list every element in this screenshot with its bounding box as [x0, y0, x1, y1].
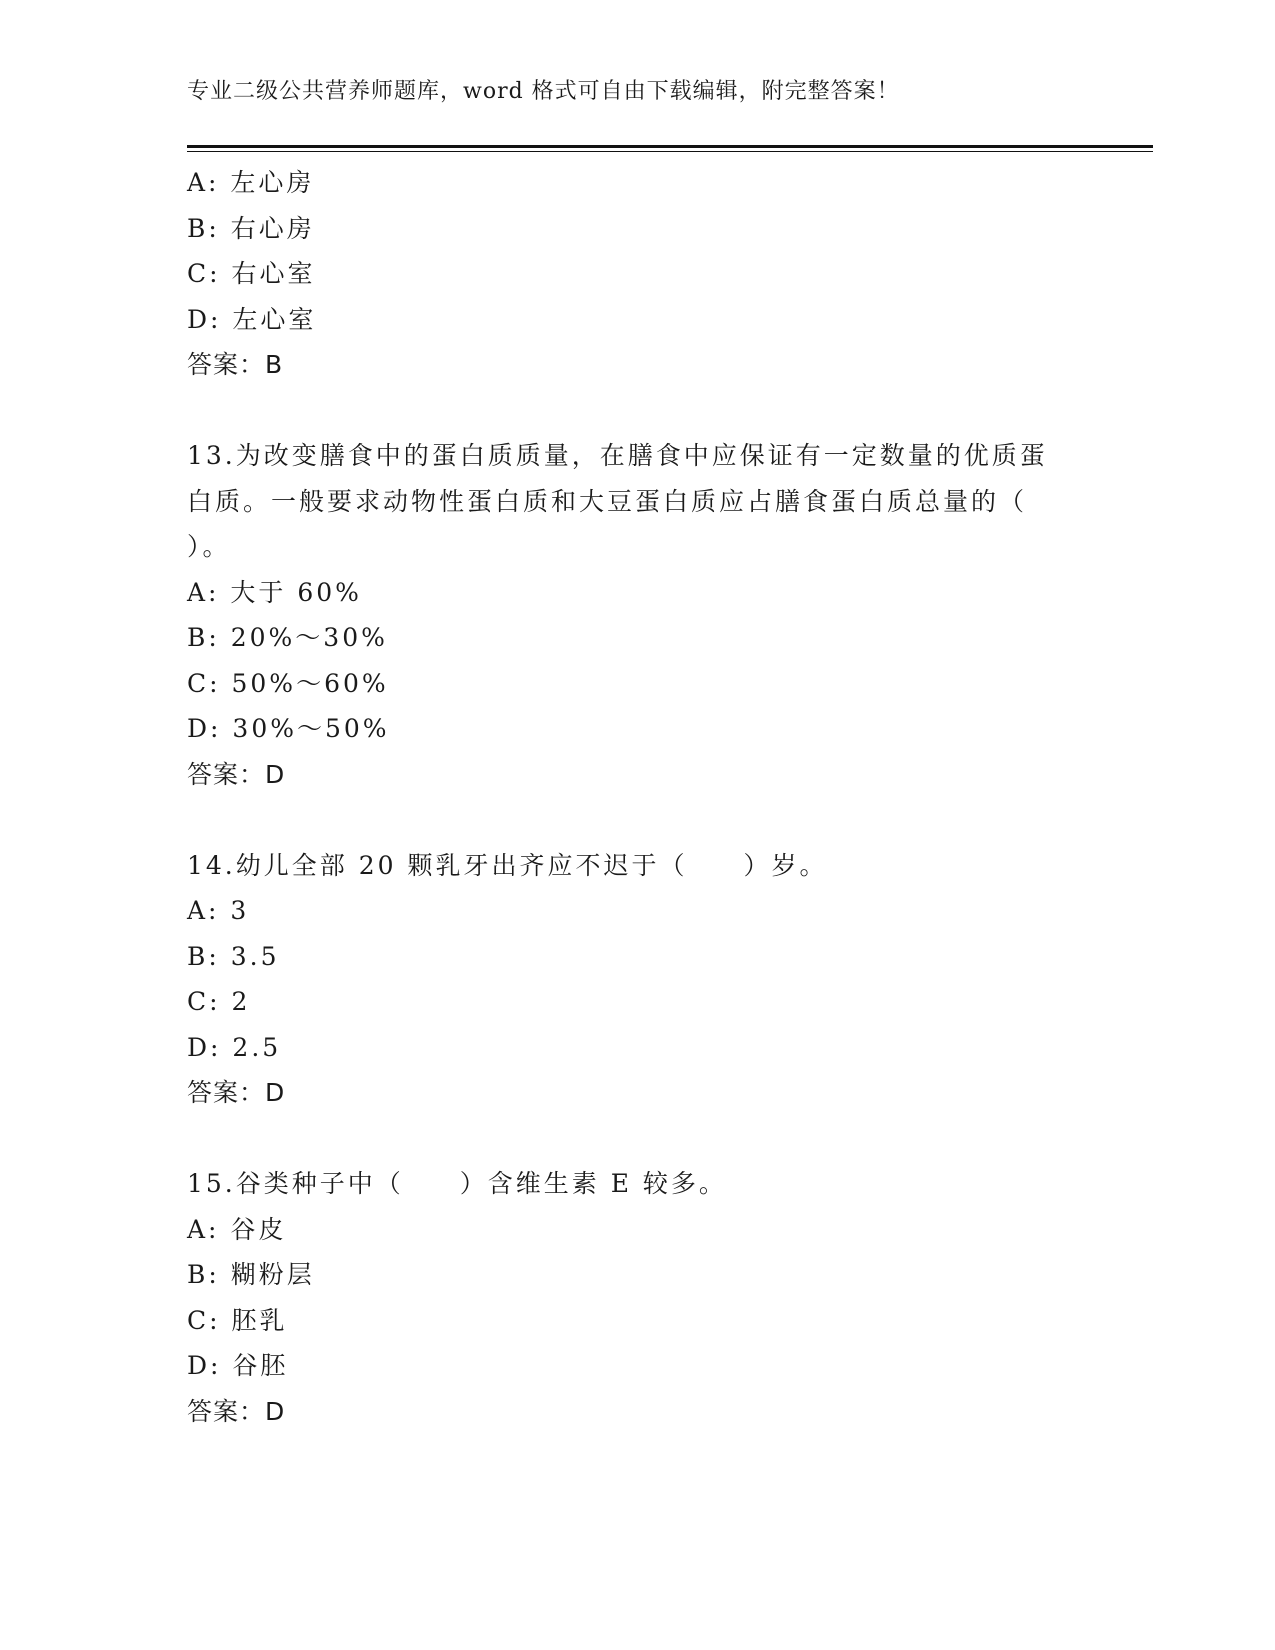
question-stem: [187, 433, 1087, 570]
option-a: A: 谷皮: [187, 1214, 287, 1244]
option-a: A: 左心房: [187, 168, 315, 197]
option-d: D: 左心室: [187, 304, 317, 334]
stem-line: 13.为改变膳食中的蛋白质质量，在膳食中应保证有一定数量的优质蛋: [187, 441, 1048, 470]
option-b: B: 右心房: [187, 213, 315, 243]
question-stem: 14.幼儿全部 20 颗乳牙出齐应不迟于（ ）岁。: [187, 850, 828, 880]
answer: 答案：D: [187, 1396, 286, 1426]
spacer: [187, 1116, 1087, 1162]
option-b: B: 20%～30%: [187, 623, 388, 652]
question-stem: 15.谷类种子中（ ）含维生素 E 较多。: [187, 1169, 727, 1198]
option-a: A: 大于 60%: [187, 577, 362, 607]
page-header: 专业二级公共营养师题库，word 格式可自由下载编辑，附完整答案！: [187, 79, 900, 104]
question-list: [187, 160, 1087, 1434]
spacer: [187, 797, 1087, 843]
option-d: D: 2.5: [187, 1032, 282, 1062]
option-c: C: 胚乳: [187, 1305, 288, 1335]
question-12: [187, 160, 1087, 388]
header-rule-thin: [187, 151, 1153, 152]
question-15: [187, 1161, 1087, 1434]
answer: 答案：D: [187, 1078, 286, 1107]
option-d: D: 谷胚: [187, 1351, 289, 1380]
question-14: [187, 843, 1087, 1116]
spacer: [187, 388, 1087, 434]
stem-line: ）。: [187, 532, 231, 561]
question-13: [187, 433, 1087, 797]
option-c: C: 2: [187, 987, 251, 1016]
option-a: A: 3: [187, 896, 250, 925]
option-b: B: 糊粉层: [187, 1260, 315, 1289]
stem-line: 白质。一般要求动物性蛋白质和大豆蛋白质应占膳食蛋白质总量的（: [187, 486, 1028, 516]
answer: 答案：B: [187, 350, 284, 379]
option-c: C: 50%～60%: [187, 668, 389, 698]
answer: 答案：D: [187, 759, 286, 789]
option-d: D: 30%～50%: [187, 714, 390, 743]
option-c: C: 右心室: [187, 259, 316, 288]
header-rule-thick: [187, 145, 1153, 148]
option-b: B: 3.5: [187, 941, 280, 971]
